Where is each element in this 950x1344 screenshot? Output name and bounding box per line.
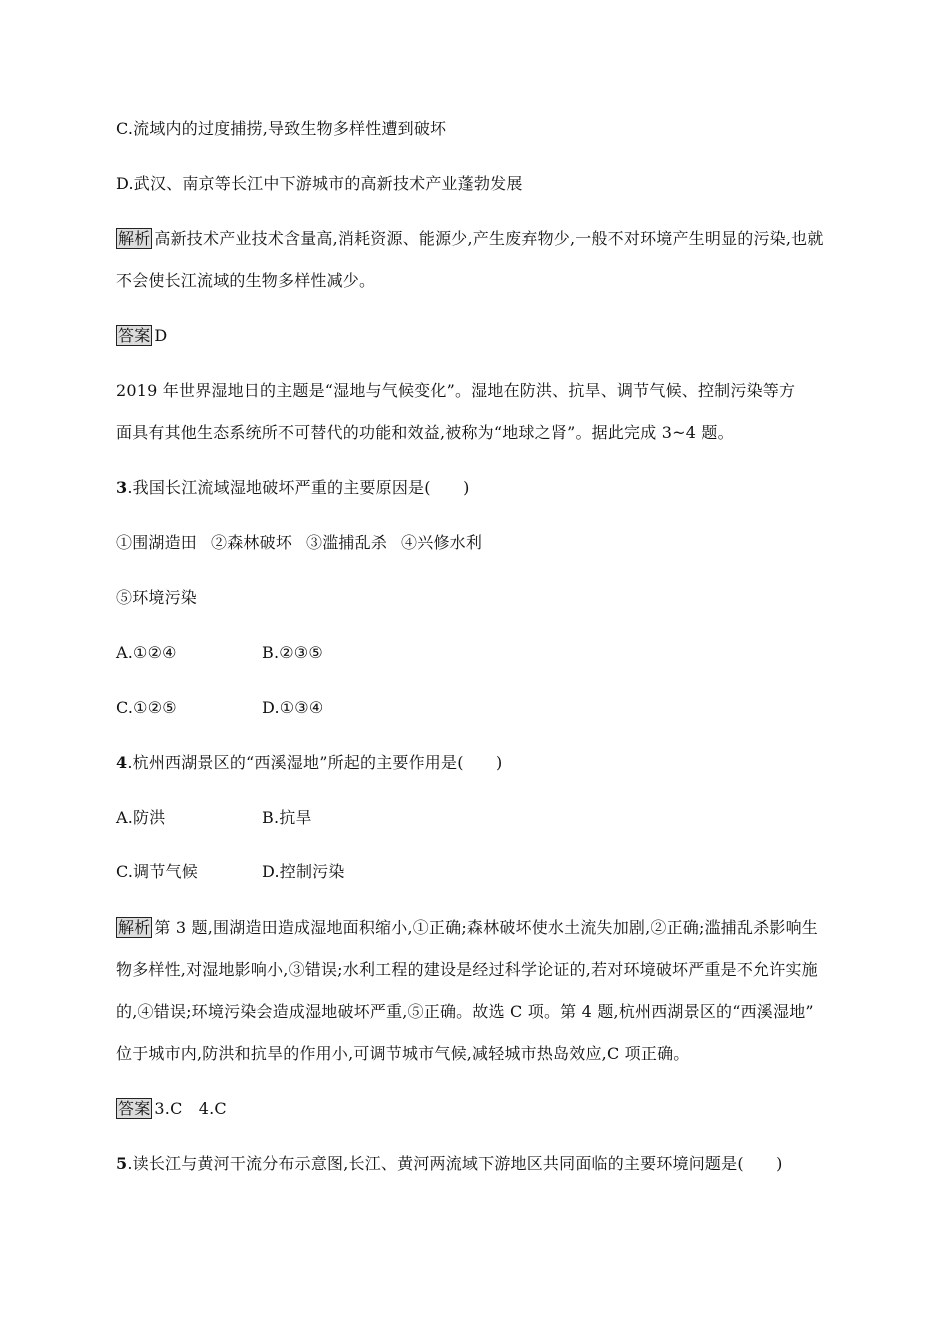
- q4-text: .杭州西湖景区的“西溪湿地”所起的主要作用是( ): [127, 753, 503, 772]
- q3-options-cd: [116, 697, 323, 719]
- q3-item-3: ③滥捕乱杀: [306, 533, 388, 552]
- q5-number: 5: [116, 1154, 128, 1173]
- q3-item-1: ①围湖造田: [116, 533, 198, 552]
- explanation-tag: 解析: [118, 229, 151, 248]
- answer-value: 3.C 4.C: [154, 1099, 227, 1118]
- q3-options-ab: [116, 642, 323, 664]
- q34-explanation-line-1: [116, 917, 818, 939]
- q3-item-2: ②森林破坏: [211, 533, 293, 552]
- q3-number: 3: [116, 478, 128, 497]
- q34-explanation-line-2: 物多样性,对湿地影响小,③错误;水利工程的建设是经过科学论证的,若对环境破坏严重是不允许实施: [116, 960, 818, 979]
- q3-option-c: C.①②⑤: [116, 698, 177, 717]
- explanation-tag: 解析: [118, 918, 151, 937]
- q4-option-c: C.调节气候: [116, 862, 198, 881]
- q2-answer: [116, 325, 167, 347]
- q34-explanation-line-4: 位于城市内,防洪和抗旱的作用小,可调节城市气候,减轻城市热岛效应,C 项正确。: [116, 1044, 690, 1063]
- answer-tag: 答案: [118, 326, 151, 345]
- q2-explanation-line-2: 不会使长江流域的生物多样性减少。: [116, 271, 376, 290]
- answer-tag: 答案: [118, 1099, 151, 1118]
- q5-text: .读长江与黄河干流分布示意图,长江、黄河两流域下游地区共同面临的主要环境问题是( ): [127, 1154, 783, 1173]
- intro-line-2: 面具有其他生态系统所不可替代的功能和效益,被称为“地球之肾”。据此完成 3~4 题。: [116, 423, 734, 442]
- q4-option-a: A.防洪: [116, 808, 166, 827]
- q4-stem: [116, 752, 502, 774]
- q3-option-a: A.①②④: [116, 643, 177, 662]
- q3-item-4: ④兴修水利: [401, 533, 483, 552]
- q4-number: 4: [116, 753, 128, 772]
- explanation-text: 高新技术产业技术含量高,消耗资源、能源少,产生废弃物少,一般不对环境产生明显的污染,也就: [154, 229, 824, 248]
- q3-item-5: ⑤环境污染: [116, 588, 198, 607]
- q3-text: .我国长江流域湿地破坏严重的主要原因是( ): [127, 478, 470, 497]
- explanation-text: 第 3 题,围湖造田造成湿地面积缩小,①正确;森林破坏使水土流失加剧,②正确;滥捕乱杀影响生: [154, 918, 818, 937]
- q2-option-c: C.流域内的过度捕捞,导致生物多样性遭到破坏: [116, 119, 447, 138]
- q4-option-d: D.控制污染: [262, 862, 345, 881]
- q34-explanation-line-3: 的,④错误;环境污染会造成湿地破坏严重,⑤正确。故选 C 项。第 4 题,杭州西湖景区的“西溪湿地”: [116, 1002, 814, 1021]
- q5-stem: [116, 1153, 783, 1175]
- q3-stem: [116, 477, 470, 499]
- answer-value: D: [154, 326, 168, 345]
- q2-option-d: D.武汉、南京等长江中下游城市的高新技术产业蓬勃发展: [116, 174, 523, 193]
- q2-explanation-line-1: [116, 228, 824, 250]
- intro-line-1: 2019 年世界湿地日的主题是“湿地与气候变化”。湿地在防洪、抗旱、调节气候、控制污染等方: [116, 381, 796, 400]
- q4-option-b: B.抗旱: [262, 808, 312, 827]
- q4-options-ab: [116, 807, 312, 829]
- q3-option-d: D.①③④: [262, 698, 324, 717]
- q3-items: [116, 532, 496, 554]
- q3-option-b: B.②③⑤: [262, 643, 323, 662]
- q34-answer: [116, 1098, 227, 1120]
- q4-options-cd: [116, 861, 345, 883]
